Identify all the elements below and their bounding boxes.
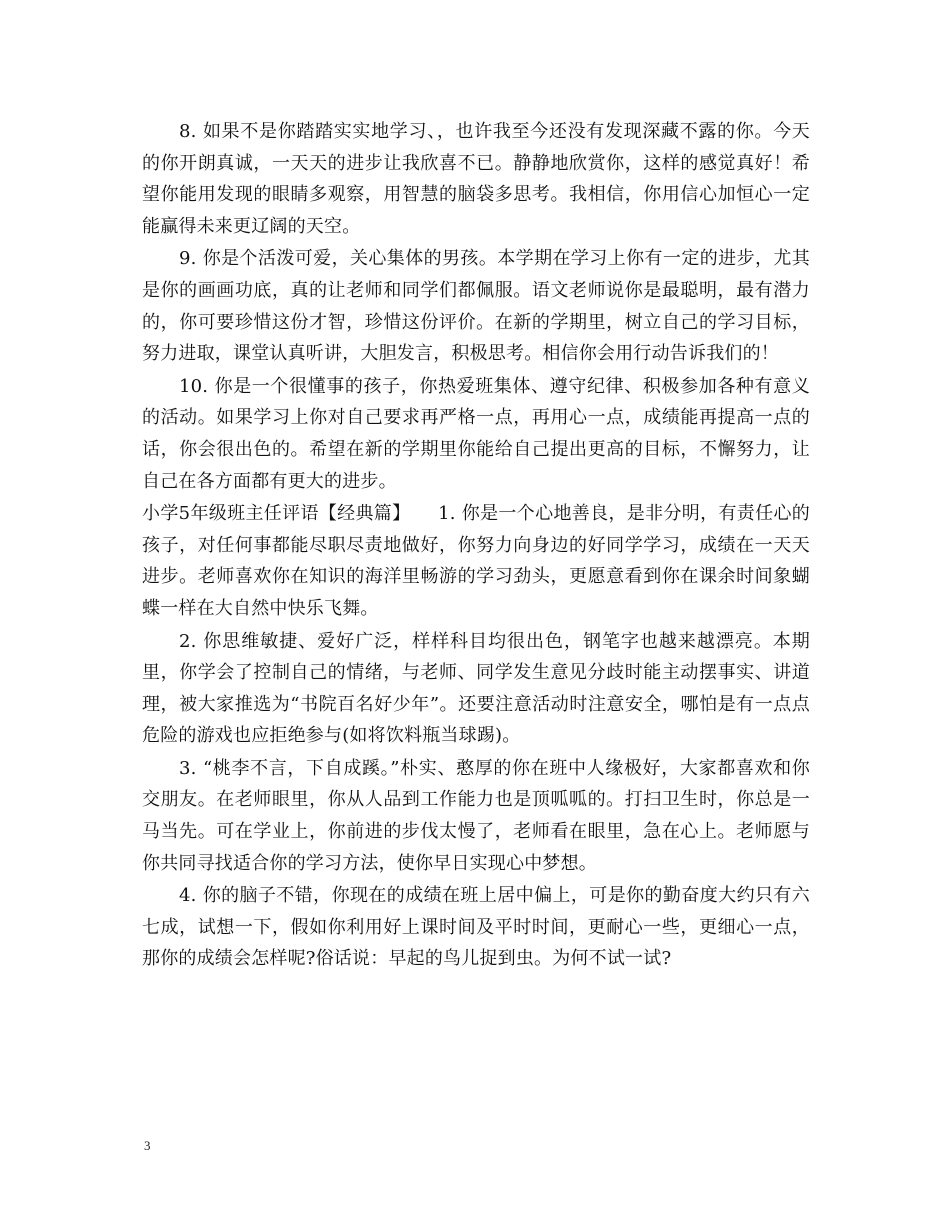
classic-section-paragraph-1: 小学5年级班主任评语【经典篇】 1. 你是一个心地善良，是非分明，有责任心的孩子，对任何事都能尽职尽责地做好，你努力向身边的好同学学习，成绩在一天天进步。老师喜欢你在知识的海洋里畅游的学习劲头，更愿意看到你在课余时间象蝴蝶一样在大自然中快乐飞舞。 <box>142 503 810 619</box>
comment-paragraph-10: 10. 你是一个很懂事的孩子，你热爱班集体、遵守纪律、积极参加各种有意义的活动。如果学习上你对自己要求再严格一点，再用心一点，成绩能再提高一点的话，你会很出色的。希望在新的学期里你能给自己提出更高的目标，不懈努力，让自己在各方面都有更大的进步。 <box>142 375 810 492</box>
comment-paragraph-4: 4. 你的脑子不错，你现在的成绩在班上居中偏上，可是你的勤奋度大约只有六七成，试想一下，假如你利用好上课时间及平时时间，更耐心一些，更细心一点，那你的成绩会怎样呢?俗话说：早起的鸟儿捉到虫。为何不试一试? <box>142 885 810 970</box>
document-body <box>142 116 810 976</box>
comment-paragraph-2: 2. 你思维敏捷、爱好广泛，样样科目均很出色，钢笔字也越来越漂亮。本期里，你学会了控制自己的情绪，与老师、同学发生意见分歧时能主动摆事实、讲道理，被大家推选为“书院百名好少年”。还要注意活动时注意安全，哪怕是有一点点危险的游戏也应拒绝参与(如将饮料瓶当球踢)。 <box>142 630 810 747</box>
comment-paragraph-8: 8. 如果不是你踏踏实实地学习、，也许我至今还没有发现深藏不露的你。今天的你开朗真诚，一天天的进步让我欣喜不已。静静地欣赏你，这样的感觉真好！希望你能用发现的眼睛多观察，用智慧的脑袋多思考。我相信，你用信心加恒心一定能赢得未来更辽阔的天空。 <box>142 121 810 237</box>
page-number: 3 <box>144 1138 151 1153</box>
comment-paragraph-3: 3. “桃李不言，下自成蹊。”朴实、憨厚的你在班中人缘极好，大家都喜欢和你交朋友。在老师眼里，你从人品到工作能力也是顶呱呱的。打扫卫生时，你总是一马当先。可在学业上，你前进的步伐太慢了，老师看在眼里，急在心上。老师愿与你共同寻找适合你的学习方法，使你早日实现心中梦想。 <box>142 757 810 874</box>
comment-paragraph-9: 9. 你是个活泼可爱，关心集体的男孩。本学期在学习上你有一定的进步，尤其是你的画画功底，真的让老师和同学们都佩服。语文老师说你是最聪明，最有潜力的，你可要珍惜这份才智，珍惜这份评价。在新的学期里，树立自己的学习目标，努力进取，课堂认真听讲，大胆发言，积极思考。相信你会用行动告诉我们的！ <box>142 248 810 365</box>
